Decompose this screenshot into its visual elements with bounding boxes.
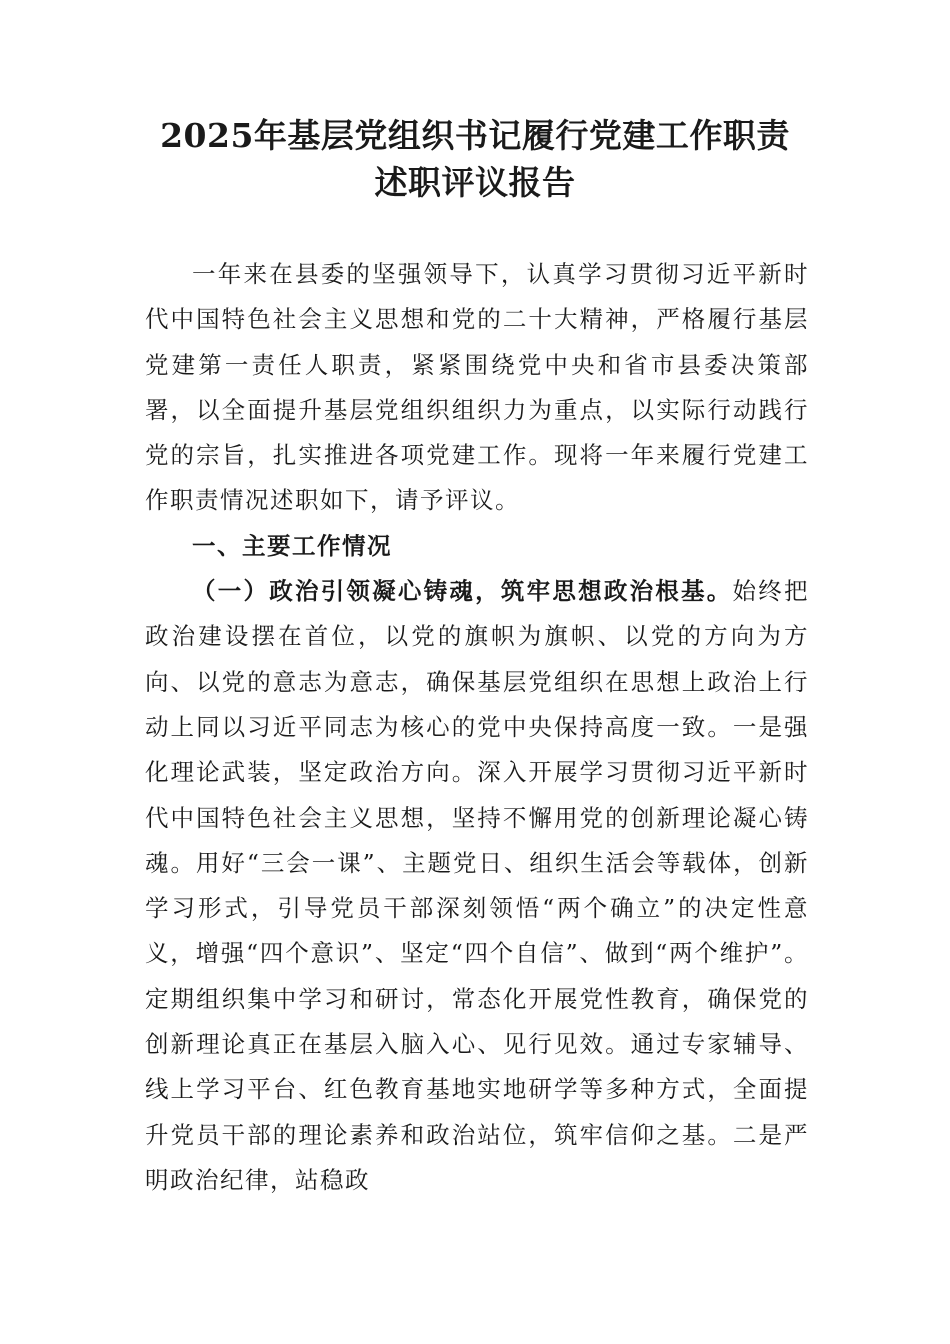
intro-paragraph: 一年来在县委的坚强领导下，认真学习贯彻习近平新时代中国特色社会主义思想和党的二十大精神，严格履行基层党建第一责任人职责，紧紧围绕党中央和省市县委决策部署，以全面提升基层党组织组织力为重点，以实际行动践行党的宗旨，扎实推进各项党建工作。现将一年来履行党建工作职责情况述职如下，请予评议。	[145, 260, 809, 515]
document-body	[145, 252, 809, 1203]
subsection-lead: （一）政治引领凝心铸魂，筑牢思想政治根基。	[192, 577, 733, 606]
section-heading: 一、主要工作情况	[192, 531, 392, 560]
document-title	[100, 112, 850, 206]
title-line-1: 2025年基层党组织书记履行党建工作职责	[160, 116, 790, 155]
title-line-2: 述职评议报告	[374, 163, 576, 202]
subsection-body: 始终把政治建设摆在首位，以党的旗帜为旗帜、以党的方向为方向、以党的意志为意志，确保基层党组织在思想上政治上行动上同以习近平同志为核心的党中央保持高度一致。一是强化理论武装，坚定政治方向。深入开展学习贯彻习近平新时代中国特色社会主义思想，坚持不懈用党的创新理论凝心铸魂。用好“三会一课”、主题党日、组织生活会等载体，创新学习形式，引导党员干部深刻领悟“两个确立”的决定性意义，增强“四个意识”、坚定“四个自信”、做到“两个维护”。定期组织集中学习和研讨，常态化开展党性教育，确保党的创新理论真正在基层入脑入心、见行见效。通过专家辅导、线上学习平台、红色教育基地实地研学等多种方式，全面提升党员干部的理论素养和政治站位，筑牢信仰之基。二是严明政治纪律，站稳政	[145, 577, 810, 1194]
subsection-paragraph	[145, 569, 809, 1203]
